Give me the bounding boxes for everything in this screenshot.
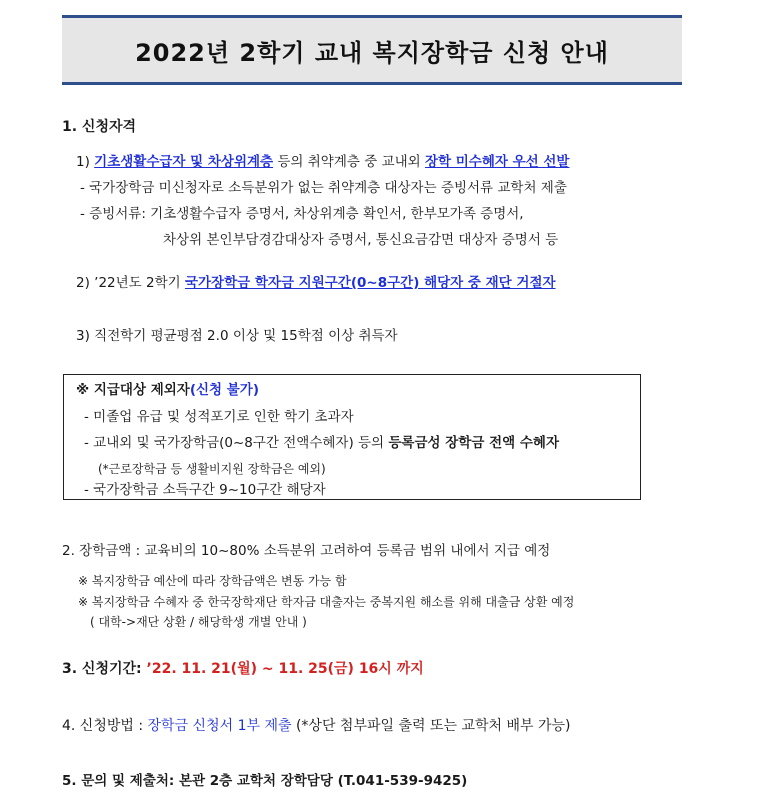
page-title: 2022년 2학기 교내 복지장학금 신청 안내 [135,38,609,67]
section2-note2: ※ 복지장학금 수혜자 중 한국장학재단 학자금 대출자는 중복지원 해소를 위해 대출금 상환 예정 [78,595,575,609]
section2-main: 2. 장학금액 : 교육비의 10~80% 소득분위 고려하여 등록금 범위 내에서 지급 예정 [62,543,551,559]
section1-bullet2: - 증빙서류: 기초생활수급자 증명서, 차상위계층 확인서, 한부모가족 증명서, [80,206,524,222]
exclusion-line4: - 국가장학금 소득구간 9~10구간 해당자 [84,482,326,498]
section1-item2 [76,274,556,292]
exclusion-line2 [84,434,559,452]
title-banner [62,15,682,85]
item1-mid: 등의 취약계층 중 교내외 [273,154,425,170]
item2-highlight: 국가장학금 학자금 지원구간(0~8구간) 해당자 중 재단 거절자 [184,275,556,291]
section1-item1 [76,153,569,171]
exclusion-line2-prefix: - 교내외 및 국가장학금(0~8구간 전액수혜자) 등의 [84,435,389,451]
item1-highlight1: 기초생활수급자 및 차상위계층 [94,154,274,170]
exclusion-heading [76,381,259,399]
section1-bullet2-cont: 차상위 본인부담경감대상자 증명서, 통신요금감면 대상자 증명서 등 [163,232,559,248]
section4-method: 장학금 신청서 1부 제출 [147,718,292,734]
section1-item3: 3) 직전학기 평균평점 2.0 이상 및 15학점 이상 취득자 [76,328,398,344]
section4 [62,717,571,735]
section2-note1: ※ 복지장학금 예산에 따라 장학금액은 변동 가능 함 [78,574,347,588]
item2-prefix: 2) ’22년도 2학기 [76,275,185,291]
section3 [62,660,424,678]
exclusion-line1: - 미졸업 유급 및 성적포기로 인한 학기 초과자 [84,409,354,425]
exclusion-line2-bold: 등록금성 장학금 전액 수혜자 [388,435,559,451]
exclusion-line3: (*근로장학금 등 생활비지원 장학금은 예외) [98,462,326,476]
section3-period: ’22. 11. 21(월) ~ 11. 25(금) 16시 까지 [146,661,424,677]
section5-contact: 5. 문의 및 제출처: 본관 2층 교학처 장학담당 (T.041-539-9425) [62,773,468,789]
exclusion-heading-prefix: ※ 지급대상 제외자 [76,382,190,398]
section2-note3: ( 대학->재단 상환 / 해당학생 개별 안내 ) [90,615,307,629]
item1-highlight2: 장학 미수혜자 우선 선발 [424,154,570,170]
item1-prefix: 1) [76,154,95,170]
section4-label: 4. 신청방법 : [62,718,148,734]
section1-bullet1: - 국가장학금 미신청자로 소득분위가 없는 취약계층 대상자는 증빙서류 교학처 제출 [80,180,567,196]
section1-heading: 1. 신청자격 [62,119,137,135]
section3-label: 3. 신청기간: [62,661,147,677]
section4-note: (*상단 첨부파일 출력 또는 교학처 배부 가능) [291,718,571,734]
exclusion-heading-highlight: (신청 불가) [189,382,260,398]
